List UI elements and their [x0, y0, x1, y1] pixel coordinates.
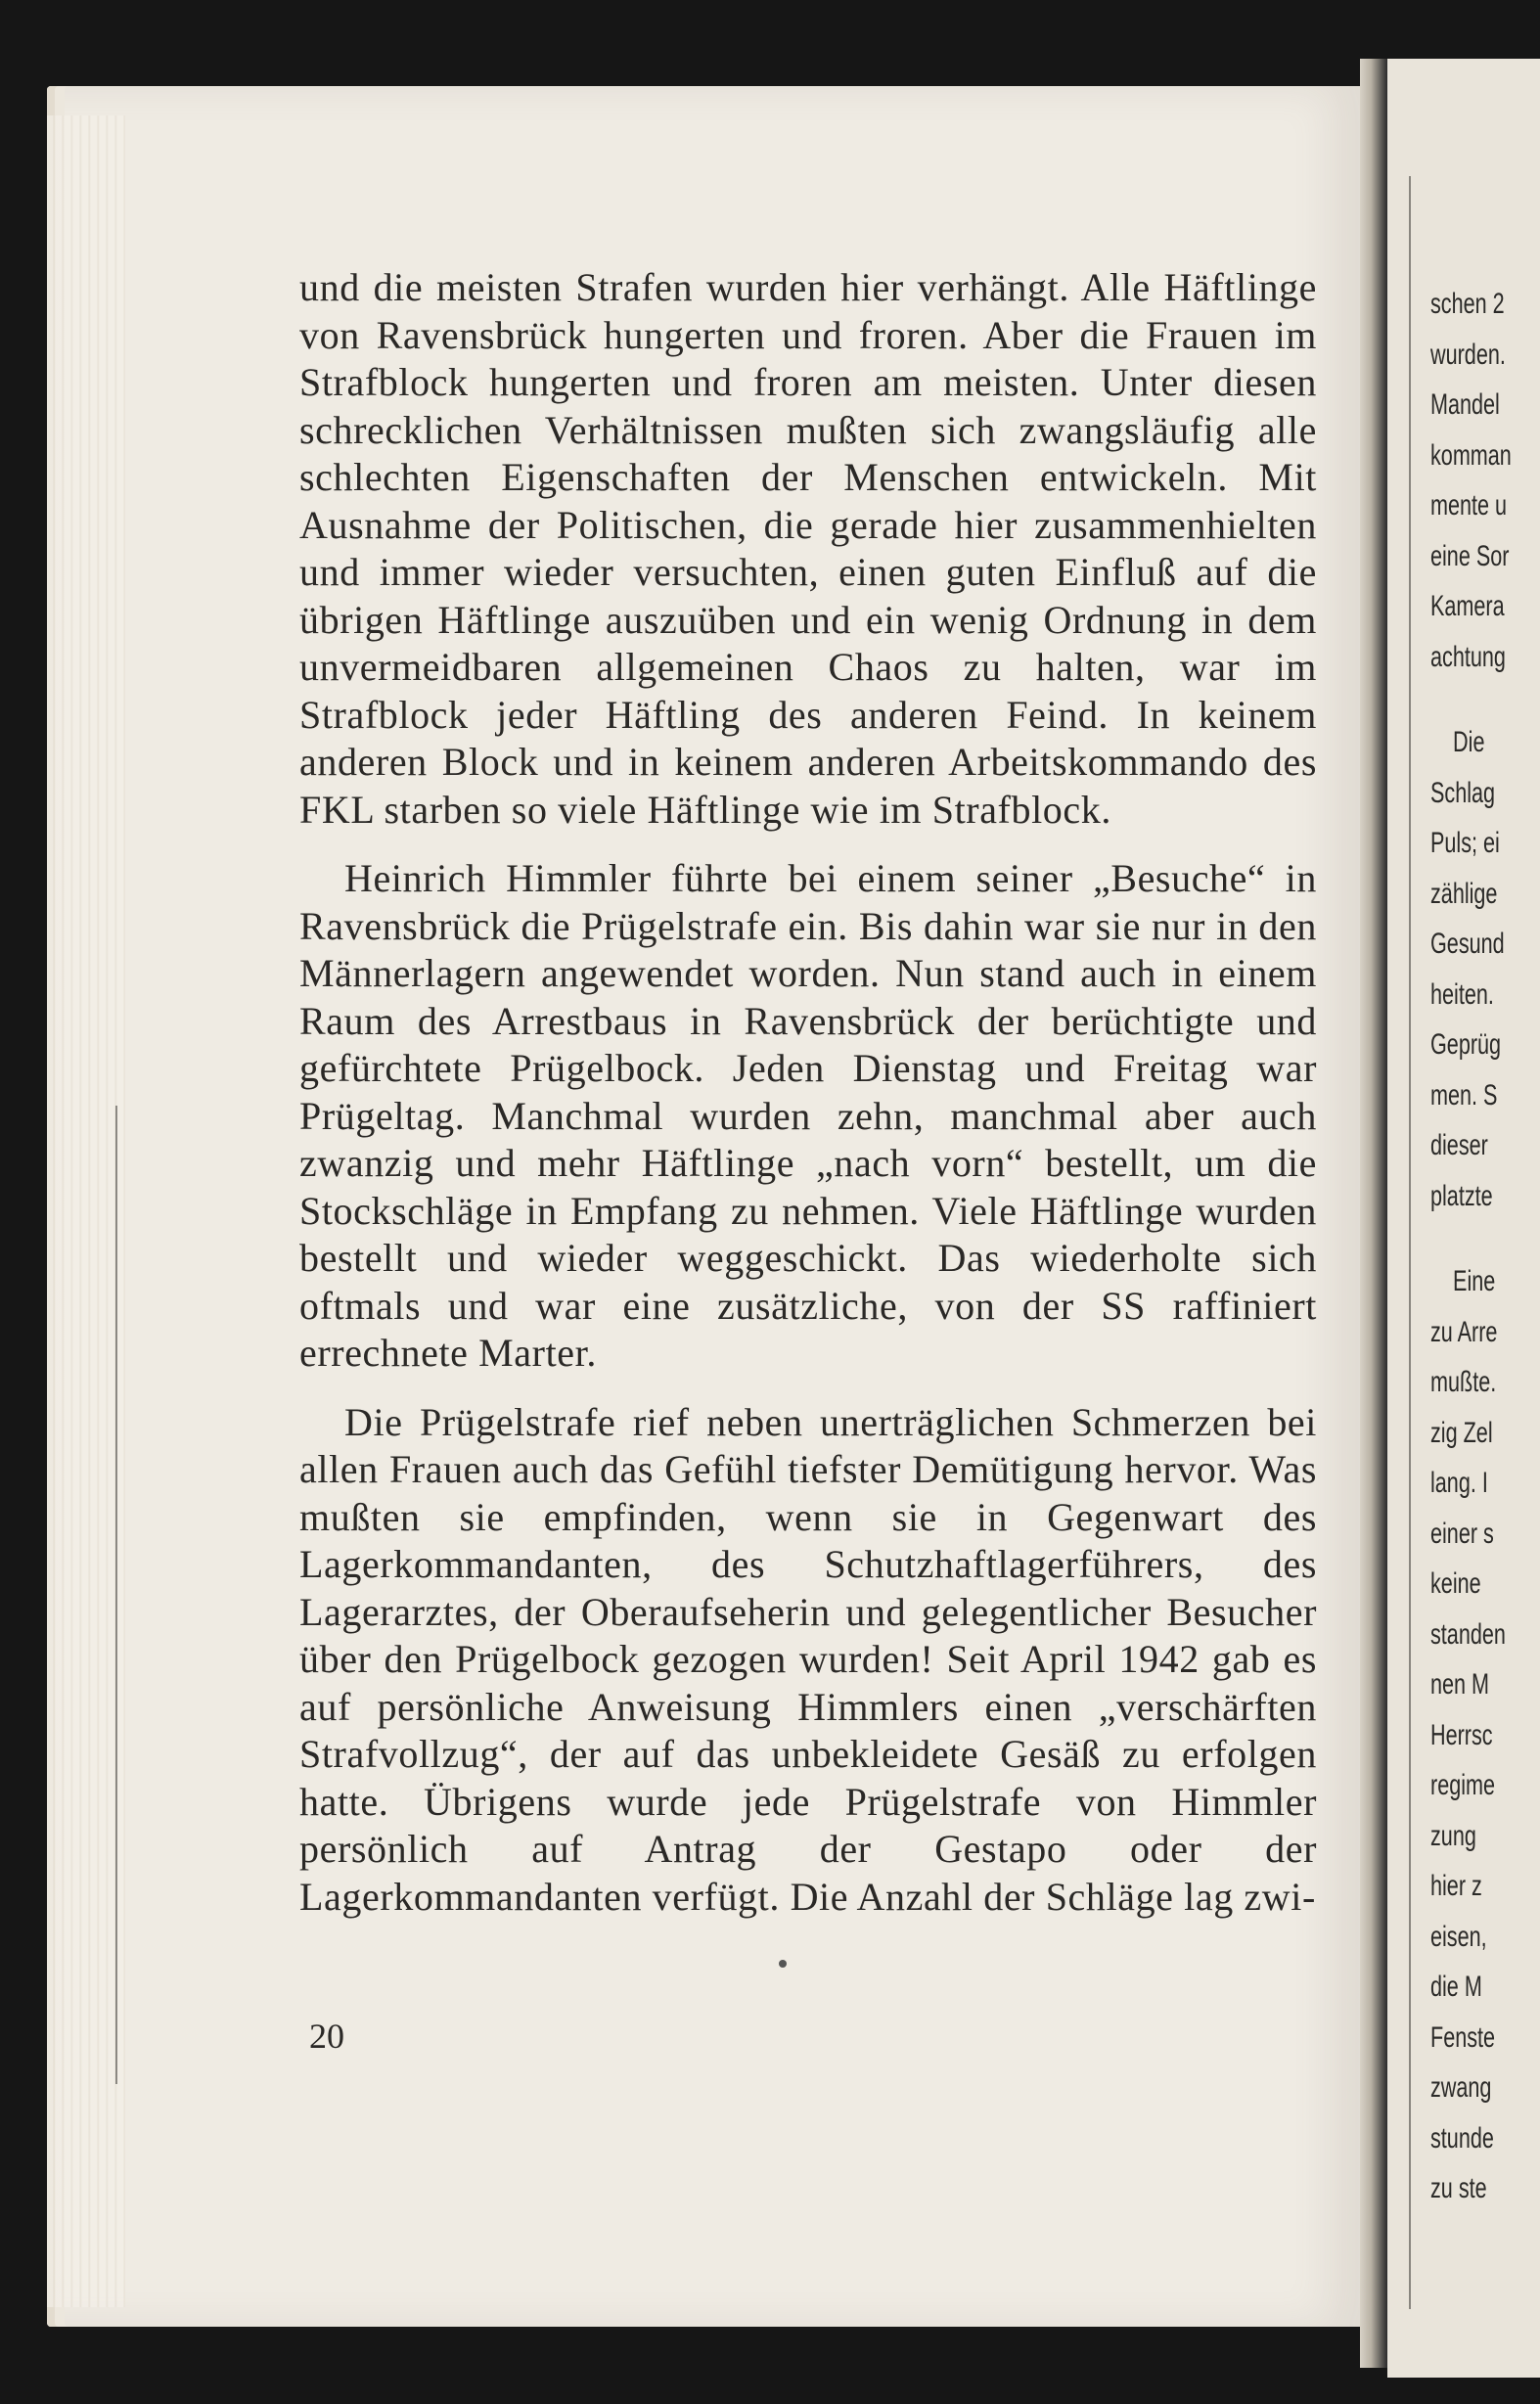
page-number: 20: [309, 2017, 344, 2056]
right-line: keine: [1430, 1567, 1481, 1600]
right-line: schen 2: [1430, 288, 1505, 320]
paragraph-3: Die Prügelstrafe rief neben unerträglichen Schmerzen bei allen Frauen auch das Gefühl tiefster Demütigung hervor. Was mußten sie empfinden, wenn sie in Gegenwart des Lagerkommandanten, des Schutzhaftlagerführers, des Lagerarztes, der Oberaufseherin und gelegentlicher Besucher über den Prügelbock gezogen wurden! Seit April 1942 gab es auf persönliche Anweisung Himmlers einen „verschärften Strafvollzug“, der auf das unbekleidete Gesäß zu erfolgen hatte. Übrigens wurde jede Prügelstrafe von Himmler persönlich auf Antrag der Gestapo oder der Lagerkommandanten verfügt. Die Anzahl der Schläge lag zwi-: [299, 1399, 1317, 1919]
right-line: Schlag: [1430, 776, 1496, 809]
paragraph-2: Heinrich Himmler führte bei einem seiner „Besuche“ in Ravensbrück die Prügelstrafe ein. Bis dahin war sie nur in den Männerlagern angewendet worden. Nun stand auch in einem Raum des Arrestbaus in Ravensbrück der berüchtigte und gefürchtete Prügelbock. Jeden Dienstag und Freitag war Prügeltag. Manchmal wurden zehn, manchmal aber auch zwanzig und mehr Häftlinge „nach vorn“ bestellt, um die Stockschläge in Empfang zu nehmen. Viele Häftlinge wurden bestellt und wieder weggeschickt. Das wiederholte sich oftmals und war eine zusätzliche, von der SS raffiniert errechnete Marter.: [299, 856, 1317, 1375]
right-line: dieser: [1430, 1129, 1488, 1161]
page-edge-stack: [47, 115, 125, 2307]
right-line: lang. I: [1430, 1467, 1488, 1499]
right-line: heiten.: [1430, 977, 1494, 1011]
right-line: eine Sor: [1430, 539, 1510, 572]
right-line: regime: [1430, 1769, 1496, 1801]
book-gutter: [1360, 59, 1387, 2368]
right-line: mußte.: [1430, 1366, 1497, 1398]
right-page-text: [1430, 279, 1540, 2214]
right-line: Gesund: [1430, 928, 1505, 960]
right-margin-mark: [1409, 176, 1411, 2309]
right-line: mente u: [1430, 489, 1508, 522]
right-line: hier z: [1430, 1870, 1482, 1902]
right-line: Puls; ei: [1430, 827, 1500, 859]
right-line: zählige: [1430, 877, 1498, 910]
right-line: zu ste: [1430, 2172, 1487, 2204]
right-line: die M: [1430, 1971, 1482, 2003]
right-line: Geprüg: [1430, 1028, 1502, 1061]
right-line: komman: [1430, 438, 1512, 472]
right-line: platzte: [1430, 1179, 1493, 1212]
right-line: standen: [1430, 1617, 1506, 1651]
right-line: Die: [1453, 726, 1485, 758]
right-line: men. S: [1430, 1078, 1498, 1111]
ink-speck: [779, 1960, 787, 1968]
right-line: Herrsc: [1430, 1718, 1493, 1751]
right-line: stunde: [1430, 2121, 1494, 2155]
right-line: einer s: [1430, 1517, 1494, 1550]
right-line: zig Zel: [1430, 1416, 1493, 1449]
right-line: nen M: [1430, 1668, 1490, 1701]
right-line: Kamera: [1430, 590, 1505, 622]
paragraph-1: und die meisten Strafen wurden hier verhängt. Alle Häftlinge von Ravensbrück hungerten und froren. Aber die Frauen im Strafblock hungerten und froren am meisten. Unter diesen schrecklichen Verhältnissen mußten sich zwangsläufig alle schlechten Eigenschaften der Menschen entwickeln. Mit Ausnahme der Politischen, die gerade hier zusammenhielten und immer wieder versuchten, einen guten Einfluß auf die übrigen Häftlinge auszuüben und ein wenig Ordnung in dem unvermeidbaren allgemeinen Chaos zu halten, war im Strafblock jeder Häftling des anderen Feind. In keinem anderen Block und in keinem anderen Arbeitskommando des FKL starben so viele Häftlinge wie im Strafblock.: [299, 265, 1317, 832]
body-text: [299, 264, 1317, 1921]
right-line: wurden.: [1430, 338, 1506, 371]
right-line: eisen,: [1430, 1920, 1487, 1953]
right-line: zwang: [1430, 2071, 1492, 2104]
right-line: zu Arre: [1430, 1315, 1498, 1348]
right-line: zung: [1430, 1819, 1476, 1852]
right-line: achtung: [1430, 640, 1506, 673]
right-page-fragment: [1387, 59, 1540, 2378]
right-line: Fenste: [1430, 2020, 1496, 2054]
right-line: Eine: [1453, 1265, 1496, 1297]
right-line: Mandel: [1430, 388, 1500, 421]
margin-mark: [115, 1106, 117, 2084]
